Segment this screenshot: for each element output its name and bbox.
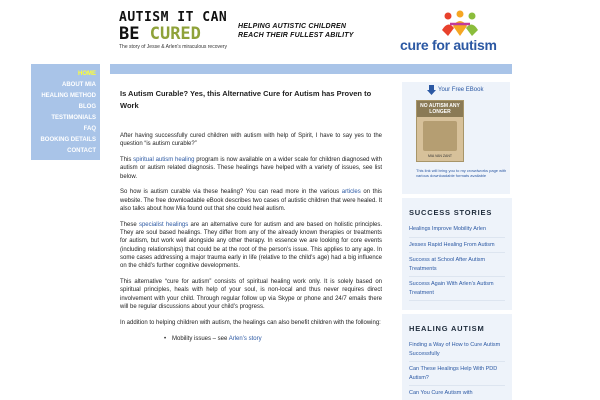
articles-link[interactable]: articles [341,189,361,196]
list-item [120,335,382,343]
ebook-note[interactable]: This link will bring you to my crowdworks page with various downloadable formats available [416,168,507,178]
success-stories-widget [402,198,512,310]
book-title: NO AUTISM ANY LONGER [417,101,463,117]
nav-contact[interactable]: CONTACT [67,148,96,154]
success-link-arlen[interactable]: Success Again With Arlen’s Autism Treatment [409,280,505,301]
logo-cured: CURED [149,24,201,44]
healing-autism-widget [402,314,512,400]
nav-testimonials[interactable]: TESTIMONIALS [51,115,96,121]
nav-blog[interactable]: BLOG [78,104,96,110]
download-arrow-icon [427,85,436,95]
p2-text-rest: program is now available on a wider scale for children diagnosed with autism or autism related diagnosis. These healings have helped with a variety of issues, see list below. [120,157,382,180]
article-paragraph-5: This alternative “cure for autism” consists of spiritual healing work only. It is solely based on spiritual principles, heals with help of your soul, is non-local and thus never requires direct involvement with your child. Through regular follow up via Skype or phone and 24/7 emails there will be regular discussions about your child’s progress. [120,279,382,311]
arlens-story-link[interactable]: Arlen’s story [228,335,262,342]
ebook-widget [402,82,510,194]
nav-healing-method[interactable]: HEALING METHOD [41,93,96,99]
logo-line2 [119,25,229,43]
cfa-logo-text: cure for autism [400,37,497,53]
success-link-jesse[interactable]: Jesses Rapid Healing From Autism [409,241,505,254]
book-cover-image [423,121,457,151]
top-bar [110,64,512,74]
success-link-mobility[interactable]: Healings Improve Mobility Arlen [409,225,505,238]
spiritual-healing-link[interactable]: spiritual autism healing [133,157,195,164]
ebook-cover[interactable] [416,100,464,162]
cure-for-autism-logo[interactable] [400,10,515,55]
logo-be: BE [119,24,150,44]
healing-autism-heading: HEALING AUTISM [409,324,485,333]
article-paragraph-6: In addition to helping children with autism, the healings can also benefit children with the following: [120,319,381,326]
article-content [120,88,382,400]
article-paragraph-3 [120,188,382,213]
ebook-title: Your Free EBook [438,87,484,93]
site-header [0,0,600,62]
site-logo[interactable] [119,11,229,50]
healing-link-cure-with[interactable]: Can You Cure Autism with [409,389,505,400]
children-figures-icon [440,10,480,38]
logo-line1: AUTISM IT CAN [119,10,228,25]
book-author: MIA VAN ZANT [427,154,453,158]
nav-booking-details[interactable]: BOOKING DETAILS [40,137,96,143]
p4-text-rest: are an alternative cure for autism and are based on holistic principles. They are soul based healings. They differ from any of the already known therapies or treatments for autism, but work well alongside any other therapy. In essence we are looking for core events (including relationships) that could be at the root of the person’s issue. This applies to any age. In some cases addressing a major trauma early in life (relative to the child’s age) had a big influence on the child’s further cognitive developments. [120,221,382,270]
nav-home[interactable]: HOME [78,71,96,77]
article-paragraph-4 [120,221,382,271]
main-navigation [31,64,100,160]
healing-link-pdd[interactable]: Can These Healings Help With PDD Autism? [409,365,505,386]
nav-faq[interactable]: FAQ [83,126,96,132]
article-title: Is Autism Curable? Yes, this Alternative Cure for Autism has Proven to Work [120,89,372,110]
success-stories-heading: SUCCESS STORIES [409,208,493,217]
logo-tagline: The story of Jesse & Arlen's miraculous recovery [119,44,227,50]
success-link-school[interactable]: Success at School After Autism Treatments [409,256,505,277]
article-paragraph-2 [120,156,382,181]
p2-text: This [120,157,134,164]
article-paragraph-1: After having successfully cured children with autism with help of Spirit, I have to say yes to the question “is autism curable?” [120,133,382,148]
healing-link-cure[interactable]: Finding a Way of How to Cure Autism Successfully [409,341,505,362]
specialist-healings-link[interactable]: specialist healings [138,221,189,228]
p4-text: These [120,221,139,228]
header-tagline: HELPING AUTISTIC CHILDREN REACH THEIR FULLEST ABILITY [238,23,354,39]
nav-about-mia[interactable]: ABOUT MIA [62,82,96,88]
bullet-text: Mobility issues – see [172,335,229,342]
p3-text: So how is autism curable via these healing? You can read more in the various [120,189,342,196]
p3-text-rest: on this website. The free downloadable eBook describes two cases of autistic children that were healed. It also talks about how Mia found out that she could heal autism. [120,189,382,213]
